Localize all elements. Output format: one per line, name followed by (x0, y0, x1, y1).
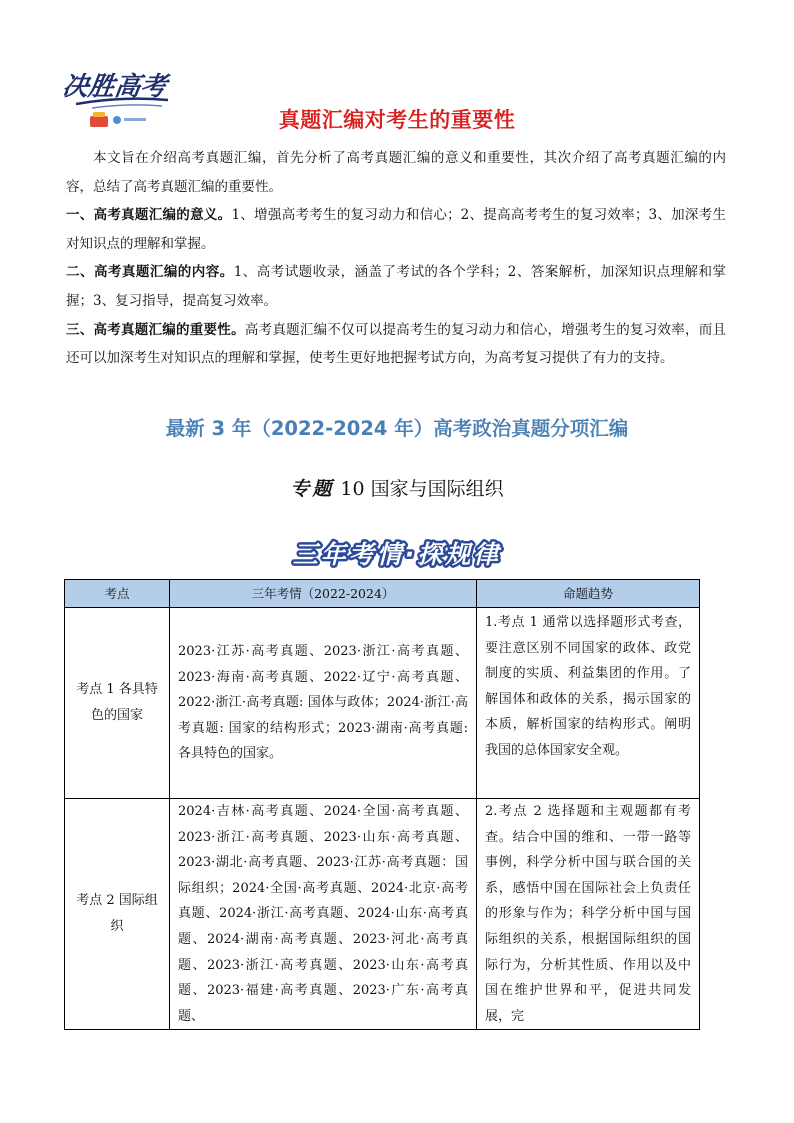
table-row (65, 608, 700, 799)
header-point: 考点 (65, 580, 170, 608)
table-header-row (65, 580, 700, 608)
intro-section (66, 144, 726, 373)
banner-graphic (270, 535, 524, 571)
header-trend: 命题趋势 (477, 580, 700, 608)
cell-point: 考点 2 国际组织 (65, 799, 170, 1030)
cell-history: 2023·江苏·高考真题、2023·浙江·高考真题、2023·海南·高考真题、2022·辽宁·高考真题、2022·浙江·高考真题: 国体与政体；2024·浙江·高考真题: 国家的结构形式；2023·湖南·高考真题: 各具特色的国家。 (170, 608, 477, 799)
point-text-2: 1、高考试题收录，涵盖了考试的各个学科；2、答案解析，加深知识点理解和掌握；3、复习指导，提高复习效率。 (66, 264, 727, 309)
topic-title (0, 474, 794, 501)
header-history: 三年考情（2022-2024） (170, 580, 477, 608)
topic-name: 10 国家与国际组织 (340, 478, 504, 500)
cell-trend: 1.考点 1 通常以选择题形式考查，要注意区别不同国家的政体、政党制度的实质、利益集团的作用。了解国体和政体的关系，揭示国家的本质，解析国家的结构形式。阐明我国的总体国家安全观。 (477, 608, 700, 799)
intro-paragraph: 本文旨在介绍高考真题汇编，首先分析了高考真题汇编的意义和重要性，其次介绍了高考真题汇编的内容，总结了高考真题汇编的重要性。 (66, 150, 726, 195)
collection-subtitle: 最新 3 年（2022-2024 年）高考政治真题分项汇编 (165, 417, 629, 440)
table-row (65, 799, 700, 1030)
point-paragraph-3 (66, 316, 726, 373)
cell-trend: 2.考点 2 选择题和主观题都有考查。结合中国的维和、一带一路等事例，科学分析中国与联合国的关系，感悟中国在国际社会上负责任的形象与作为；科学分析中国与国际组织的关系，根据国际组织的国际行为，分析其性质、作用以及中国在维护世界和平，促进共同发展，完 (477, 799, 700, 1030)
point-text-3: 高考真题汇编不仅可以提高考生的复习动力和信心，增强考生的复习效率，而且还可以加深考生对知识点的理解和掌握，使考生更好地把握考试方向，为高考复习提供了有力的支持。 (66, 321, 727, 367)
point-paragraph-1 (66, 201, 726, 258)
point-heading-2: 二、高考真题汇编的内容。 (66, 264, 234, 281)
page-title: 真题汇编对考生的重要性 (278, 108, 516, 132)
section-banner (270, 535, 524, 571)
point-heading-3: 三、高考真题汇编的重要性。 (66, 321, 245, 338)
cell-point: 考点 1 各具特色的国家 (65, 608, 170, 799)
point-paragraph-2 (66, 258, 726, 315)
point-heading-1: 一、高考真题汇编的意义。 (66, 207, 232, 224)
point-text-1: 1、增强高考考生的复习动力和信心；2、提高高考考生的复习效率；3、加深考生对知识点的理解和掌握。 (66, 207, 726, 252)
topic-prefix: 专题 (290, 478, 335, 500)
logo-text: 决胜高考 (62, 72, 169, 102)
cell-history: 2024·吉林·高考真题、2024·全国·高考真题、2023·浙江·高考真题、2023·山东·高考真题、2023·湖北·高考真题、2023·江苏·高考真题：国际组织；2024·全国·高考真题、2024·北京·高考真题、2024·浙江·高考真题、2024·山东·高考真题、2024·湖南·高考真题、2023·河北·高考真题、2023·浙江·高考真题、2023·山东·高考真题、2023·福建·高考真题、2023·广东·高考真题、 (170, 799, 477, 1030)
banner-text: 三年考情·探规律 (292, 540, 502, 569)
exam-analysis-table (64, 579, 700, 1030)
